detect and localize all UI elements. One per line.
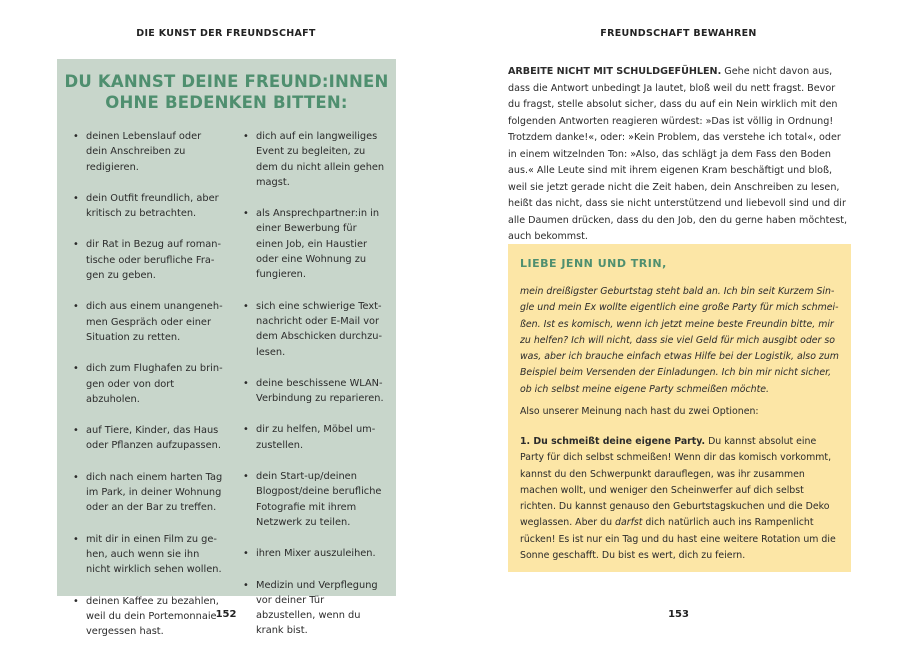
list-item: • ihren Mixer auszuleihen.	[243, 546, 385, 561]
body-paragraph	[508, 64, 850, 246]
list-item: • deine beschissene WLAN-Verbindung zu reparieren.	[243, 376, 385, 407]
list-item: • dein Start-up/deinen Blogpost/deine berufliche Fotografie mit ihrem Netzwerk zu teilen.	[243, 469, 385, 530]
paragraph-text: Gehe nicht davon aus, dass die Antwort unbedingt Ja lautet, bloß weil du nett fragst. Bevor du fragst, stelle absolut sicher, dass du auf ein Nein wirklich mit den folgenden Antworten reagieren würdest: »Das ist völlig in Ordnung! Trotzdem danke!«, oder: »Kein Problem, das verstehe ich total«, oder in einem witzelnden Ton: »Also, das schlägt ja dem Fass den Boden aus.« Alle Leute sind mit ihrem eigenen Kram beschäftigt und bloß, weil sie jetzt gerade nicht die Zeit haben, dein Anschreiben zu lesen, heißt das nicht, dass sie nicht unterstützend und liebevoll sind und dir alle Daumen drücken, dass du den Job, den du gerne haben möchtest, auch bekommst.	[508, 66, 848, 242]
list-item: • deinen Kaffee zu bezahlen, weil du dein Portemonnaie vergessen hast.	[73, 594, 225, 640]
list-item: • dich nach einem harten Tag im Park, in deiner Wohnung oder an der Bar zu treffen.	[73, 470, 225, 516]
favors-list-left	[73, 129, 225, 655]
option-one-emphasis: darfst	[615, 517, 643, 529]
advice-box-title: LIEBE JENN UND TRIN,	[520, 257, 667, 270]
paragraph-lead: ARBEITE NICHT MIT SCHULDGEFÜHLEN.	[508, 66, 722, 77]
favors-list-right	[243, 129, 385, 655]
list-item: • dir zu helfen, Möbel umzustellen.	[243, 422, 385, 453]
option-one-lead: 1. Du schmeißt deine eigene Party.	[520, 436, 706, 447]
list-item: • als Ansprechpartner:in in einer Bewerbung für einen Job, ein Haustier oder eine Wohnung zu fungieren.	[243, 206, 385, 282]
page-number-left: 152	[215, 609, 237, 620]
favors-box-title	[57, 71, 396, 113]
list-item: • dir Rat in Bezug auf romantische oder berufliche Fragen zu geben.	[73, 237, 225, 283]
option-one-text-a: Du kannst absolut eine Party für dich selbst schmeißen! Wenn dir das komisch vorkommt, kannst du den Schwerpunkt darauflegen, was ihr zusammen machen wollt, und weniger den Scheinwerfer auf dich selbst richten. Du kannst genauso den Geburtstagskuchen und die Deko weglassen. Aber du	[520, 436, 832, 529]
list-item: • mit dir in einen Film zu gehen, auch wenn sie ihn nicht wirklich sehen wollen.	[73, 532, 225, 578]
page-number-right: 153	[668, 609, 689, 620]
list-item: • dich zum Flughafen zu bringen oder von dort abzuholen.	[73, 361, 225, 407]
favors-title-line-1: DU KANNST DEINE FREUND:INNEN	[64, 72, 389, 91]
option-one	[520, 434, 842, 564]
option-one-text-b: dich natürlich auch ins Rampenlicht rücken! Es ist nur ein Tag und du hast eine weitere Rotation um die Sonne geschafft. Du bist es wert, dich zu feiern.	[520, 517, 836, 562]
favors-title-line-2: OHNE BEDENKEN BITTEN:	[105, 93, 348, 112]
running-head-right: FREUNDSCHAFT BEWAHREN	[600, 28, 757, 39]
advice-box	[508, 244, 851, 572]
list-item: • sich eine schwierige Textnachricht oder E-Mail vor dem Abschicken durchzulesen.	[243, 299, 385, 360]
running-head-left: DIE KUNST DER FREUNDSCHAFT	[136, 28, 316, 39]
list-item: • auf Tiere, Kinder, das Haus oder Pflanzen aufzupassen.	[73, 423, 225, 454]
list-item: • deinen Lebenslauf oder dein Anschreiben zu redigieren.	[73, 129, 225, 175]
reader-letter: mein dreißigster Geburtstag steht bald an. Ich bin seit Kurzem Single und mein Ex wollte eigentlich eine große Party für mich schmeißen. Ist es komisch, wenn ich jetzt meine beste Freundin bitte, mir zu helfen? Ich will nicht, dass sie viel Geld für mich ausgibt oder so was, aber ich brauche einfach etwas Hilfe bei der Logistik, also zum Beispiel beim Versenden der Einladungen. Ich bin mir nicht sicher, ob ich selbst meine eigene Party schmeißen möchte.	[520, 286, 839, 395]
list-item: • dich aus einem unangenehmen Gespräch oder einer Situation zu retten.	[73, 299, 225, 345]
left-page	[0, 0, 452, 648]
answer-intro: Also unserer Meinung nach hast du zwei Optionen:	[520, 406, 759, 417]
list-item: • dein Outfit freundlich, aber kritisch zu betrachten.	[73, 191, 225, 222]
list-item: • dich auf ein langweiliges Event zu begleiten, zu dem du nicht allein gehen magst.	[243, 129, 385, 190]
right-page	[452, 0, 905, 648]
list-item: • Medizin und Verpflegung vor deiner Tür abzustellen, wenn du krank bist.	[243, 578, 385, 639]
